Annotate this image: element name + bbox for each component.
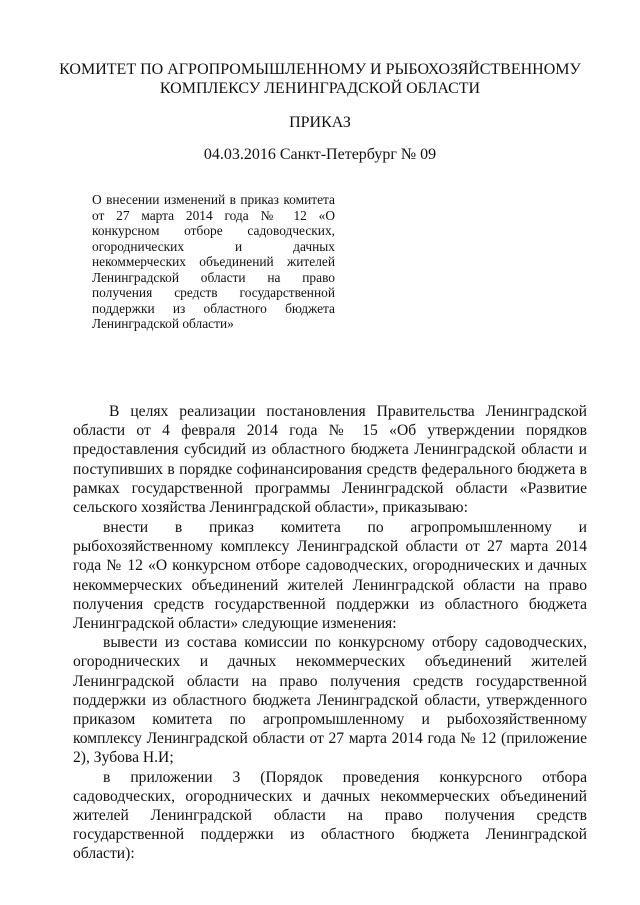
order-items bbox=[73, 518, 587, 864]
order-item-3: в приложении 3 (Порядок проведения конкурсного отбора садоводческих, огороднических и дачных некоммерческих объединений жителей Ленинградской области на право получения средств государственной поддержки из областного бюджета Ленинградской области): bbox=[73, 768, 587, 863]
order-dateline: 04.03.2016 Санкт-Петербург № 09 bbox=[203, 146, 437, 163]
order-title: ПРИКАЗ bbox=[289, 114, 351, 131]
committee-name-line-1: КОМИТЕТ ПО АГРОПРОМЫШЛЕННОМУ И РЫБОХОЗЯЙСТВЕННОМУ bbox=[59, 61, 581, 78]
order-item-1: внести в приказ комитета по агропромышленному и рыбохозяйственному комплексу Ленинградской области от 27 марта 2014 года № 12 «О конкурсном отборе садоводческих, огороднических и дачных некоммерческих объединений жителей Ленинградской области на право получения средств государственной поддержки из областного бюджета Ленинградской области» следующие изменения: bbox=[73, 519, 587, 633]
order-item-2: вывести из состава комиссии по конкурсному отбору садоводческих, огороднических и дачных некоммерческих объединений жителей Ленинградской области на право получения средств государственной поддержки из областного бюджета Ленинградской области, утвержденного приказом комитета по агропромышленному и рыбохозяйственному комплексу Ленинградской области от 27 марта 2014 года № 12 (приложение 2), Зубова Н.И; bbox=[73, 634, 587, 767]
preamble bbox=[73, 402, 587, 517]
preamble-paragraph: В целях реализации постановления Правительства Ленинградской области от 4 февраля 2014 года № 15 «Об утверждении порядков предоставления субсидий из областного бюджета Ленинградской области и поступивших в порядке софинансирования средств федерального бюджета в рамках государственной программы Ленинградской области «Развитие сельского хозяйства Ленинградской области», приказываю: bbox=[73, 403, 587, 517]
order-subject: О внесении изменений в приказ комитета от 27 марта 2014 года № 12 «О конкурсном отборе садоводческих, огороднических и дачных некоммерческих объединений жителей Ленинградской области на право получения средств государственной поддержки из областного бюджета Ленинградской области» bbox=[92, 192, 335, 331]
committee-name-line-2: КОМПЛЕКСУ ЛЕНИНГРАДСКОЙ ОБЛАСТИ bbox=[159, 80, 481, 97]
